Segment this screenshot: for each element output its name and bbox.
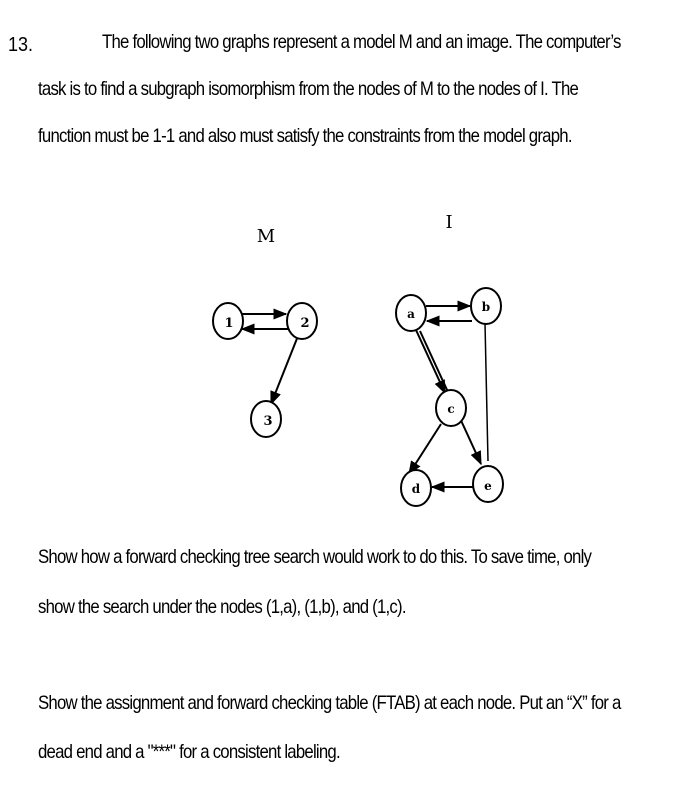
node-e	[473, 466, 503, 502]
graph-m	[213, 226, 317, 437]
node-a	[396, 295, 426, 331]
node-1-label: 1	[224, 316, 234, 331]
node-e-label: e	[484, 479, 492, 493]
graph-i	[396, 212, 503, 506]
node-d-label: d	[411, 482, 421, 496]
intro-line-2: task is to find a subgraph isomorphism from the nodes of M to the nodes of I. The	[38, 78, 579, 100]
question-number: 13.	[8, 34, 34, 56]
task-line-1: Show how a forward checking tree search would work to do this. To save time, only	[38, 546, 592, 568]
instructions-line-2: dead end and a "***" for a consistent labeling.	[38, 741, 340, 763]
node-c-label: c	[447, 402, 455, 416]
node-c	[436, 390, 466, 426]
task-line-2: show the search under the nodes (1,a), (1,b), and (1,c).	[38, 596, 406, 618]
graph-i-label: I	[445, 212, 453, 233]
node-2-label: 2	[300, 316, 310, 331]
edge-b-e	[485, 323, 488, 461]
graph-m-label: M	[256, 226, 276, 247]
edge-a-c	[416, 330, 445, 393]
node-3	[251, 401, 281, 437]
node-2	[287, 303, 317, 339]
intro-line-1: The following two graphs represent a model M and an image. The computer’s	[102, 31, 621, 53]
edge-2-3	[271, 336, 298, 404]
node-a-label: a	[407, 307, 415, 321]
node-1	[213, 303, 243, 339]
node-b-label: b	[481, 300, 491, 314]
node-d	[401, 470, 431, 506]
instructions-line-1: Show the assignment and forward checking table (FTAB) at each node. Put an “X” for a	[38, 692, 621, 714]
intro-line-3: function must be 1-1 and also must satisfy the constraints from the model graph.	[38, 125, 572, 147]
node-3-label: 3	[263, 414, 273, 429]
edge-c-d	[409, 424, 441, 474]
node-b	[471, 288, 501, 324]
